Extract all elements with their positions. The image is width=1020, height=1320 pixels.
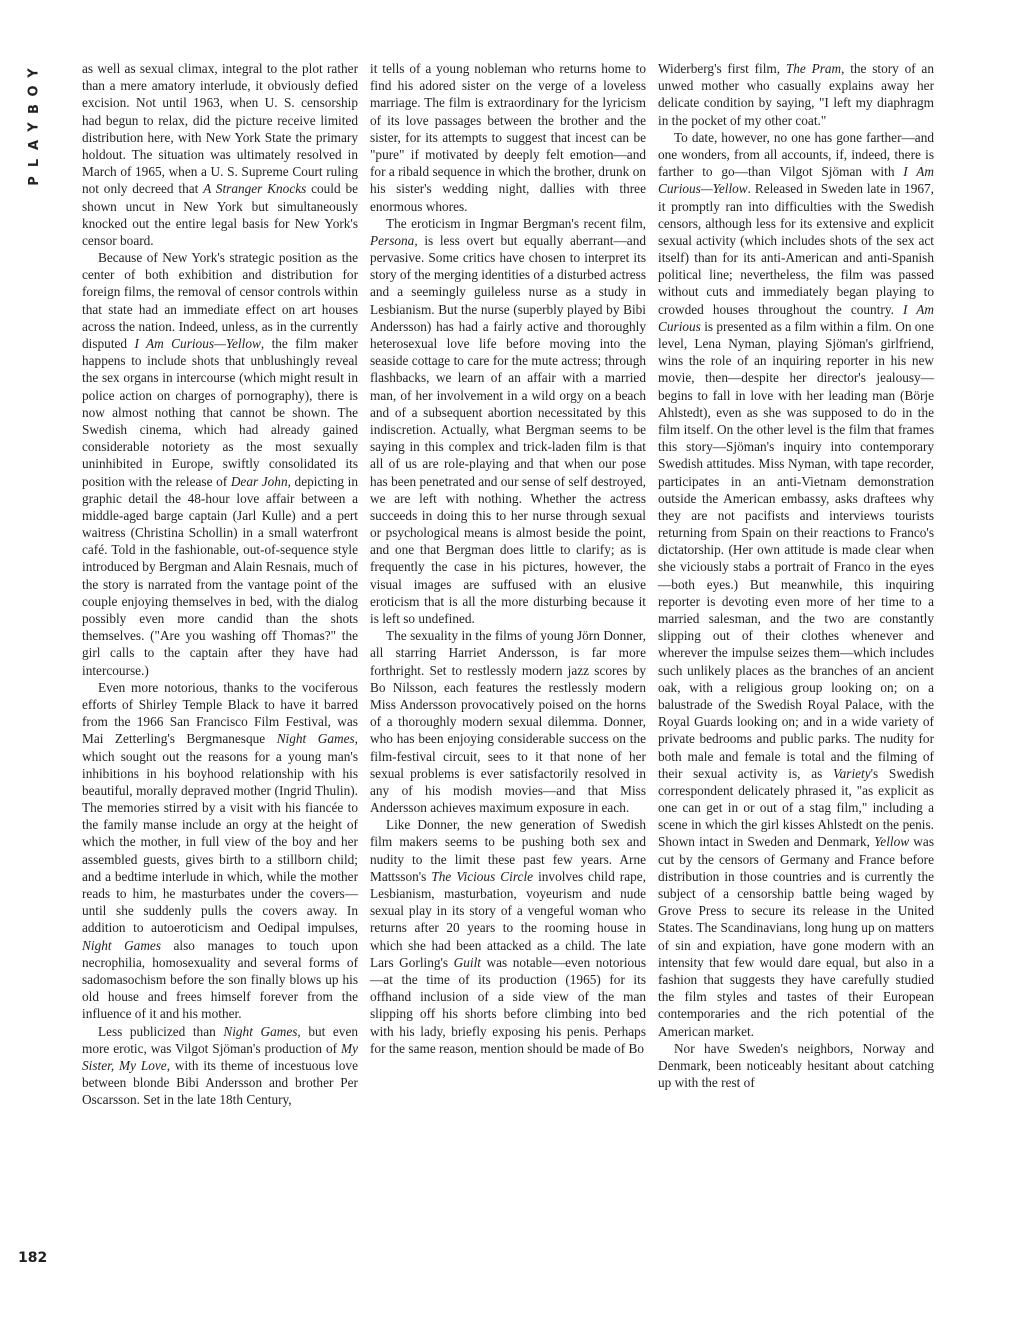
article-paragraph	[82, 1023, 358, 1109]
film-title-italic: Dear John	[230, 473, 288, 489]
film-title-italic: My Sister, My Love	[82, 1040, 358, 1073]
magazine-title-letter: A	[27, 139, 42, 151]
article-column-2	[370, 60, 646, 1057]
article-paragraph	[370, 215, 646, 628]
paragraph-text: Nor have Sweden's neighbors, Norway and Denmark, been noticeably hesitant about catching up with the rest of	[658, 1040, 934, 1091]
paragraph-text: , is less overt but equally aberrant—and pervasive. Some critics have chosen to interpret its story of the merging identities of a disturbed actress and a seemingly guileless nurse as a study in Lesbianism. But the nurse (superbly played by Bibi Andersson) has had a fairly active and thoroughly heterosexual love life before moving into the seaside cottage to care for the mute actress; through flashbacks, we learn of an affair with a married man, of her involvement in a wild orgy on a beach and of a subsequent abortion necessitated by this indiscretion. Actually, what Bergman seems to be saying in this complex and trick-laden film is that all of us are role-playing and that when our pose has been penetrated and our sense of self destroyed, we are left with nothing. Whether the actress succeeds in doing this to her nurse through sexual or psychological means is almost beside the point, and one that Bergman does little to clarify; as is frequently the case in his pictures, however, the visual images are suffused with an elusive eroticism that is all the more disturbing because it is left so undefined.	[370, 232, 646, 626]
magazine-sidebar-title	[24, 64, 46, 190]
paragraph-text: could be shown uncut in New York but simultaneously knocked out the entire legal basis for New York's censor board.	[82, 181, 358, 248]
paragraph-text: Widerberg's first film,	[658, 61, 786, 76]
article-paragraph	[82, 249, 358, 679]
paragraph-text: , which sought out the reasons for a young man's inhibitions in his boyhood relationship with his beautiful, morally depraved mother (Ingrid Thulin). The memories stirred by a visit with his fiancée to the family manse include an orgy at the height of which the mother, in full view of the boy and her assembled guests, gives birth to a stillborn child; and a bedtime interlude in which, while the mother reads to him, he masturbates under the covers—until she suddenly pulls the covers away. In addition to autoeroticism and Oedipal impulses,	[82, 731, 358, 936]
film-title-italic: I Am Curious—Yellow	[134, 336, 261, 351]
film-title-italic: Persona	[370, 232, 415, 248]
film-title-italic: Yellow	[874, 834, 910, 850]
paragraph-text: Even more notorious, thanks to the vociferous efforts of Shirley Temple Black to have it barred from the 1966 San Francisco Film Festival, was Mai Zetterling's Bergmanesque	[82, 679, 358, 747]
article-column-1	[82, 60, 358, 1108]
article-paragraph	[370, 627, 646, 816]
paragraph-text: , the film maker happens to include shots that unblushingly reveal the sex organs in intercourse (which might result in police action on charges of pornography), there is now almost nothing that cannot be shown. The Swedish cinema, which had already gained considerable notoriety as the most sexually uninhibited in Europe, swiftly consolidated its position with the release of	[82, 336, 358, 489]
article-paragraph	[658, 129, 934, 1040]
paragraph-text: 's Swedish correspondent delicately phrased it, "as explicit as one can get in or out of a stag film," including a scene in which the girl kisses Ahlstedt on the penis. Shown intact in Sweden and Denmark,	[658, 765, 934, 850]
article-paragraph	[658, 60, 934, 129]
article-paragraph	[370, 60, 646, 215]
film-title-italic: Guilt	[453, 954, 481, 970]
paragraph-text: Like Donner, the new generation of Swedish film makers seems to be pushing both sex and nudity to the limit these past few years. Arne Mattsson's	[370, 817, 646, 884]
film-title-italic: A Stranger Knocks	[203, 181, 307, 197]
article-column-3	[658, 60, 934, 1091]
paragraph-text: also manages to touch upon necrophilia, homosexuality and several forms of sadomasochism before the son finally blows up his old house and frees himself forever from the influence of it and his mother.	[82, 937, 358, 1022]
film-title-italic: Night Games	[276, 731, 355, 747]
magazine-title-letter: O	[27, 85, 42, 97]
paragraph-text: The sexuality in the films of young Jörn Donner, all starring Harriet Andersson, is far more forthright. Set to restlessly modern jazz scores by Bo Nilsson, each features the restlessly modern Miss Andersson provocatively poised on the horns of a thoroughly modern sexual dilemma. Donner, who has been enjoying considerable success on the film-festival circuit, sees to it that none of her sexual problems is ever satisfactorily resolved in any of his modish movies—and that Miss Andersson achieves maximum exposure in each.	[370, 628, 646, 816]
magazine-title-letter: L	[26, 158, 42, 168]
film-title-italic: The Vicious Circle	[431, 868, 534, 884]
article-paragraph	[370, 816, 646, 1057]
paragraph-text: is presented as a film within a film. On one level, Lena Nyman, playing Sjöman's girlfriend, wins the role of an inquiring reporter in his new movie, then—despite her director's jealousy—begins to fall in love with her leading man (Börje Ahlstedt), even as she was supposed to do in the film itself. On the other level is the film that frames this story—Sjöman's inquiry into contemporary Swedish attitudes. Miss Nyman, with tape recorder, participates in an anti-Vietnam demonstration outside the American embassy, asks draftees why they are not pacifists and interviews tourists returning from Spain on their reactions to Franco's dictatorship. (Her own attitude is made clear when she viciously stabs a portrait of Franco in the eyes—both eyes.) But meanwhile, this inquiring reporter is devoting even more of her time to a married salesman, and the two are constantly slipping out of their clothes whenever and wherever the impulse seizes them—which includes such unlikely places as the branches of an ancient oak, with a religious group looking on; on a balustrade of the Swedish Royal Palace, with the Royal Guards looking on; and in a wide variety of private bedrooms and public parks. The nudity for both male and female is total and the filming of their sexual activity is, as	[658, 318, 934, 781]
paragraph-text: was cut by the censors of Germany and France before distribution in those countries and is currently the subject of a censorship battle being waged by Grove Press to secure its release in the United States. The Scandinavians, long hung up on matters of sin and expiation, have gone modern with an intensity that few would dare equal, but also in a fashion that suggests they have carefully studied the film styles and tastes of their European contemporaries and the rich potential of the American market.	[658, 834, 934, 1039]
film-title-italic: Night Games	[82, 937, 161, 953]
paragraph-text: , depicting in graphic detail the 48-hour love affair between a middle-aged barge captain (Jarl Kulle) and a pert waitress (Christina Schollin) in a small waterfront café. Told in the fashionable, out-of-sequence style introduced by Bergman and Alain Resnais, much of the story is narrated from the vantage point of the couple enjoying themselves in bed, with the dialog possibly even more candid than the shots themselves. ("Are you washing off Thomas?" the girl calls to the captain after they have had intercourse.)	[82, 473, 358, 678]
magazine-title-letter: P	[27, 176, 42, 186]
paragraph-text: To date, however, no one has gone farther—and one wonders, from all accounts, if, indeed, there is farther to go—than Vilgot Sjöman with	[658, 129, 934, 180]
paragraph-text: The eroticism in Ingmar Bergman's recent film,	[385, 215, 646, 231]
film-title-italic: Variety	[832, 765, 871, 781]
film-title-italic: Night Games	[223, 1023, 298, 1039]
article-paragraph	[82, 60, 358, 249]
paragraph-text: , with its theme of incestuous love between blonde Bibi Andersson and brother Per Oscarsson. Set in the late 18th Century,	[82, 1057, 358, 1108]
magazine-title-letter: B	[26, 104, 42, 114]
paragraph-text: it tells of a young nobleman who returns home to find his adored sister on the verge of a loveless marriage. The film is extraordinary for the lyricism of its love passages between the brother and the sister, for its attempts to suggest that incest can be "pure" if motivated by deeply felt emotion—and for a ribald sequence in which the brother, drunk on his sister's wedding night, dallies with three enormous whores.	[370, 61, 646, 214]
magazine-title-letter: Y	[26, 68, 42, 78]
paragraph-text: was notable—even notorious—at the time of its production (1965) for its offhand inclusion of a side view of the man slipping off his shorts before climbing into bed with his lady, briefly exposing his penis. Perhaps for the same reason, mention should be made of Bo	[370, 954, 646, 1056]
paragraph-text: , but even more erotic, was Vilgot Sjöman's production of	[82, 1023, 358, 1056]
paragraph-text: Less publicized than	[97, 1023, 224, 1039]
magazine-title-letter: Y	[26, 122, 42, 132]
paragraph-text: . Released in Sweden late in 1967, it promptly ran into difficulties with the Swedish censors, although less for its extensive and explicit sexual activity (which includes shots of the sex act itself) than for its anti-American and anti-Spanish political line; nevertheless, the film was passed without cuts and immediately began playing to crowded houses throughout the country.	[658, 181, 934, 317]
film-title-italic: I Am Curious	[658, 301, 934, 334]
article-paragraph	[82, 679, 358, 1023]
article-paragraph	[658, 1040, 934, 1092]
paragraph-text: involves child rape, Lesbianism, masturbation, voyeurism and nude sexual play in its story of a vengeful woman who returns after 20 years to the rooming house in which she had been attacked as a child. The late Lars Gorling's	[370, 868, 647, 970]
page-number: 182	[18, 1250, 48, 1266]
film-title-italic: I Am Curious—Yellow	[658, 164, 934, 197]
film-title-italic: The Pram	[785, 61, 842, 76]
paragraph-text: as well as sexual climax, integral to the plot rather than a mere amatory interlude, it obviously defied excision. Not until 1963, when U. S. censorship had begun to relax, did the picture receive limited distribution here, with New York State the primary holdout. The situation was ultimately resolved in March of 1965, when a U. S. Supreme Court ruling not only decreed that	[82, 61, 358, 197]
paragraph-text: , the story of an unwed mother who casually explains away her delicate condition by saying, "I left my diaphragm in the pocket of my other coat."	[658, 61, 934, 128]
paragraph-text: Because of New York's strategic position as the center of both exhibition and distribution for foreign films, the removal of censor controls within that state had an immediate effect on art houses across the nation. Indeed, unless, as in the currently disputed	[82, 250, 358, 351]
